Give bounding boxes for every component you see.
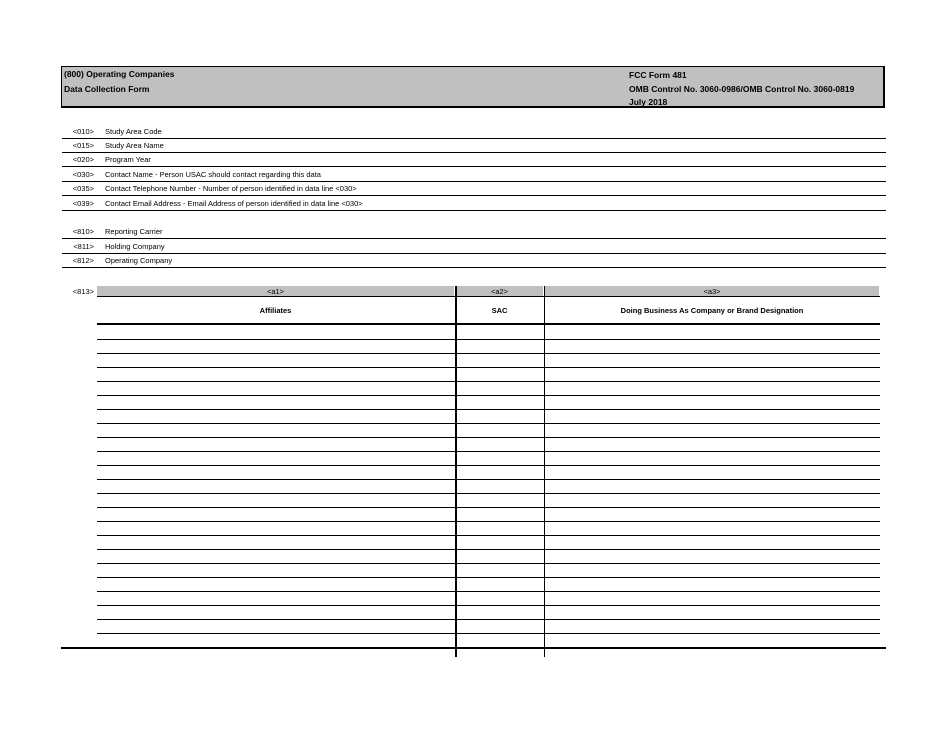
column-header-affiliates: Affiliates xyxy=(259,306,292,315)
table-code: <813> xyxy=(72,287,94,296)
table-row-line xyxy=(97,409,880,410)
line-code: <010> xyxy=(72,127,94,136)
table-header-bottom-rule xyxy=(97,323,880,325)
line-code: <811> xyxy=(73,242,94,251)
line-label: Study Area Code xyxy=(105,127,162,136)
info-line-study-area-code[interactable] xyxy=(62,124,886,139)
line-label: Program Year xyxy=(105,155,151,164)
column-header-dba: Doing Business As Company or Brand Designation xyxy=(620,306,804,315)
table-row-line xyxy=(97,549,880,550)
form-name: FCC Form 481 xyxy=(629,70,687,80)
line-label: Study Area Name xyxy=(105,141,164,150)
line-label: Contact Name - Person USAC should contact regarding this data xyxy=(105,170,321,179)
table-row-line xyxy=(97,563,880,564)
info-line-program-year[interactable] xyxy=(62,152,886,167)
form-header xyxy=(61,66,885,108)
info-line-contact-phone[interactable] xyxy=(62,181,886,196)
omb-control: OMB Control No. 3060-0986/OMB Control No. 3060-0819 xyxy=(629,84,855,94)
line-code: <015> xyxy=(72,141,94,150)
line-label: Reporting Carrier xyxy=(105,227,163,236)
line-label: Contact Telephone Number - Number of person identified in data line <030> xyxy=(105,184,357,193)
line-label: Holding Company xyxy=(105,242,165,251)
column-header-sac: SAC xyxy=(491,306,508,315)
carrier-line-operating[interactable] xyxy=(62,253,886,268)
column-divider xyxy=(544,286,545,657)
table-row-line xyxy=(97,493,880,494)
table-row-line xyxy=(97,339,880,340)
table-row-line xyxy=(97,605,880,606)
table-row-line xyxy=(97,451,880,452)
table-row-line xyxy=(97,465,880,466)
table-bottom-rule xyxy=(61,647,886,649)
table-row-line xyxy=(97,535,880,536)
line-code: <039> xyxy=(72,199,94,208)
table-row-line xyxy=(97,507,880,508)
form-title: (800) Operating Companies xyxy=(64,69,175,79)
info-line-study-area-name[interactable] xyxy=(62,138,886,153)
line-code: <035> xyxy=(72,184,94,193)
line-label: Operating Company xyxy=(105,256,173,265)
column-code-a3: <a3> xyxy=(545,286,879,296)
table-row-line xyxy=(97,367,880,368)
table-row-line xyxy=(97,521,880,522)
table-row-line xyxy=(97,353,880,354)
table-row-line xyxy=(97,591,880,592)
table-row-line xyxy=(97,619,880,620)
line-code: <030> xyxy=(72,170,94,179)
line-code: <810> xyxy=(72,227,94,236)
table-row-line xyxy=(97,423,880,424)
table-row-line xyxy=(97,395,880,396)
table-row-line xyxy=(97,633,880,634)
column-code-a1: <a1> xyxy=(97,286,454,296)
carrier-line-holding[interactable] xyxy=(62,239,886,254)
line-code: <020> xyxy=(72,155,94,164)
line-code: <812> xyxy=(72,256,94,265)
form-subtitle: Data Collection Form xyxy=(64,84,150,94)
info-line-contact-email[interactable] xyxy=(62,196,886,211)
info-line-contact-name[interactable] xyxy=(62,167,886,182)
table-row-line xyxy=(97,479,880,480)
form-date: July 2018 xyxy=(629,97,668,107)
carrier-line-reporting[interactable] xyxy=(62,224,886,239)
table-row-line xyxy=(97,437,880,438)
line-label: Contact Email Address - Email Address of person identified in data line <030> xyxy=(105,199,363,208)
table-row-line xyxy=(97,381,880,382)
table-header-rule xyxy=(97,296,880,297)
table-row-line xyxy=(97,577,880,578)
column-code-a2: <a2> xyxy=(456,286,543,296)
column-divider xyxy=(455,286,457,657)
